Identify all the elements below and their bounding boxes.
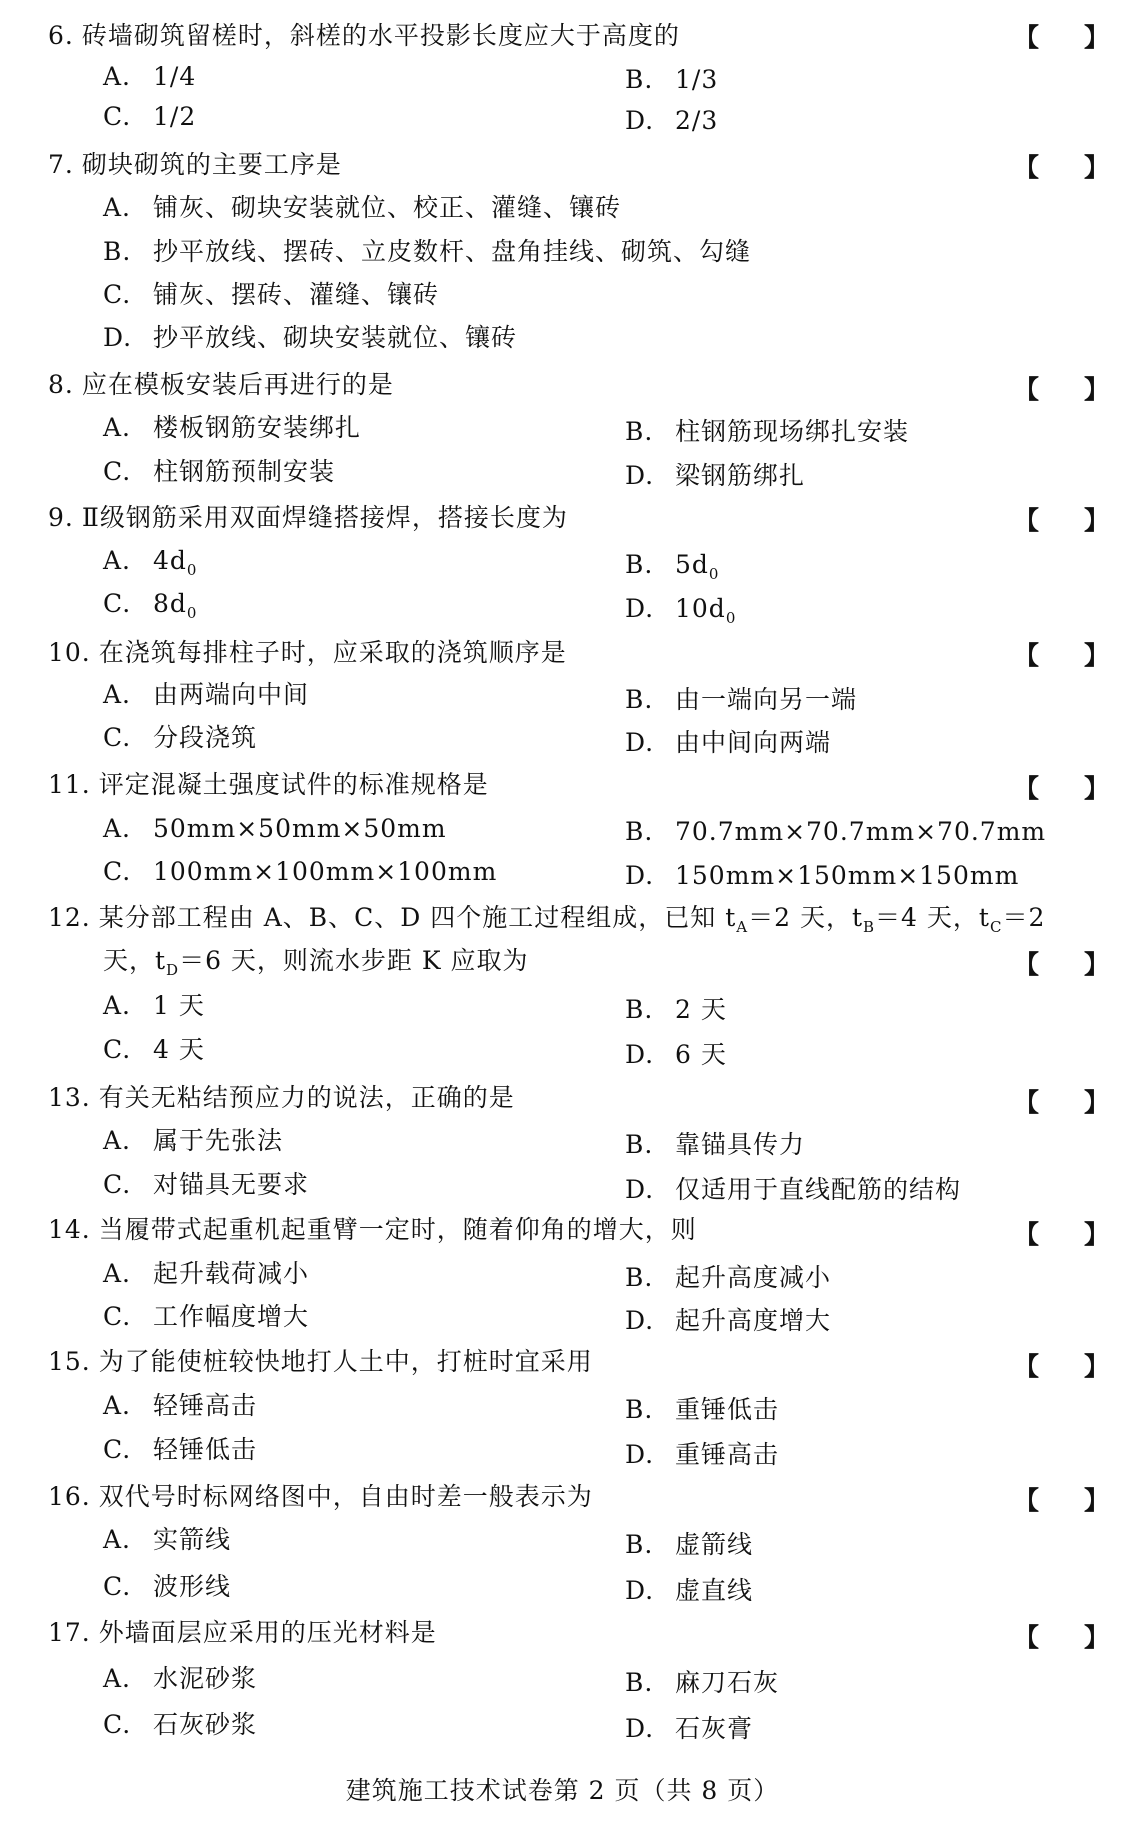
question-stem: 17. 外墙面层应采用的压光材料是 bbox=[48, 1618, 437, 1647]
option-b: B. 70.7mm×70.7mm×70.7mm bbox=[625, 817, 1047, 846]
option-b: B. 麻刀石灰 bbox=[625, 1668, 780, 1697]
option-d: D. 2/3 bbox=[625, 106, 719, 135]
question-stem: 12. 某分部工程由 A、B、C、D 四个施工过程组成，已知 $t_A=2$ 天，$t_B=4$ 天，$t_C=2$ bbox=[48, 903, 1046, 936]
option-c: C. 石灰砂浆 bbox=[103, 1710, 258, 1739]
option-a: A. 楼板钢筋安装绑扎 bbox=[103, 413, 362, 442]
exam-page: 6. 砖墙砌筑留槎时，斜槎的水平投影长度应大于高度的 【 】 A. 1/4 B. 1/3 C. 1/2 D. 2/3 7. 砌块砌筑的主要工序是 【 】 A. 铺灰、砌块安装就位、校正、灌缝、镶砖 B. 抄平放线、摆砖、立皮数杆、盘角挂线、砌筑、勾缝 C. 铺灰、摆砖、灌缝、镶砖 D. 抄平放线、砌块安装就位、镶砖 8. 应在模板安装后再进行的是 【 】 A. 楼板钢筋安装绑扎 B. 柱钢筋现场绑扎安装 C. 柱钢筋预制安装 D. 梁钢筋绑扎 9. Ⅱ级钢筋采用双面焊缝搭接焊，搭接长度为 【 】 A. $4d_0$ B. $5d_0$ C. $8d_0$ D. $10d_0$ 10. 在浇筑每排柱子时，应采取的浇筑顺序是 【 】 A. 由两端向中间 B. 由一端向另一端 C. 分段浇筑 D. 由中间向两端 11. 评定混凝土强度试件的标准规格是 【 】 A. 50mm×50mm×50mm B. 70.7mm×70.7mm×70.7mm C. 100mm×100mm×100mm D. 150mm×150mm×150mm 12. 某分部工程由 A、B、C、D 四个施工过程组成，已知 $t_A=2$ 天，$t_B=4$ 天，$t_C=2$ 天，$t_D=6$ 天，则流水步距 K 应取为 【 】 A. 1 天 B. 2 天 C. 4 天 D. 6 天 13. 有关无粘结预应力的说法，正确的是 【 】 A. 属于先张法 B. 靠锚具传力 C. 对锚具无要求 D. 仅适用于直线配筋的结构 14. 当履带式起重机起重臂一定时，随着仰角的增大，则 【 】 A. 起升载荷减小 B. 起升高度减小 C. 工作幅度增大 D. 起升高度增大 15. 为了能使桩较快地打人土中，打桩时宜采用 【 】 A. 轻锤高击 B. 重锤低击 C. 轻锤低击 D. 重锤高击 16. 双代号时标网络图中，自由时差一般表示为 【 】 A. 实箭线 B. 虚箭线 C. 波形线 D. 虚直线 17. 外墙面层应采用的压光材料是 【 】 A. 水泥砂浆 B. 麻刀石灰 C. 石灰砂浆 D. 石灰膏 建筑施工技术试卷第 2 页（共 8 页） bbox=[0, 0, 1125, 1843]
question-stem: 6. 砖墙砌筑留槎时，斜槎的水平投影长度应大于高度的 bbox=[48, 21, 680, 50]
option-b: B. 虚箭线 bbox=[625, 1530, 754, 1559]
option-d: D. 重锤高击 bbox=[625, 1440, 780, 1469]
question-stem-line2: 天，$t_D=6$ 天，则流水步距 K 应取为 bbox=[103, 946, 529, 979]
option-b: B. 重锤低击 bbox=[625, 1395, 780, 1424]
question-stem: 13. 有关无粘结预应力的说法，正确的是 bbox=[48, 1083, 515, 1112]
option-b: B. 由一端向另一端 bbox=[625, 685, 858, 714]
question-stem: 14. 当履带式起重机起重臂一定时，随着仰角的增大，则 bbox=[48, 1215, 697, 1244]
question-stem: 11. 评定混凝土强度试件的标准规格是 bbox=[48, 770, 489, 799]
option-c: C. 波形线 bbox=[103, 1572, 232, 1601]
option-c: C. 100mm×100mm×100mm bbox=[103, 857, 498, 886]
question-stem: 7. 砌块砌筑的主要工序是 bbox=[48, 150, 342, 179]
option-d: D. 由中间向两端 bbox=[625, 728, 832, 757]
option-a: A. 50mm×50mm×50mm bbox=[103, 814, 447, 843]
option-d: D. 石灰膏 bbox=[625, 1714, 754, 1743]
question-stem: 8. 应在模板安装后再进行的是 bbox=[48, 370, 394, 399]
option-b: B. 靠锚具传力 bbox=[625, 1130, 806, 1159]
question-stem: 10. 在浇筑每排柱子时，应采取的浇筑顺序是 bbox=[48, 638, 567, 667]
option-c: C. $8d_0$ bbox=[103, 589, 198, 622]
option-c: C. 对锚具无要求 bbox=[103, 1170, 310, 1199]
option-b: B. 起升高度减小 bbox=[625, 1263, 832, 1292]
option-b: B. $5d_0$ bbox=[625, 550, 720, 583]
option-c: C. 柱钢筋预制安装 bbox=[103, 457, 336, 486]
option-a: A. 1/4 bbox=[103, 62, 197, 91]
page-footer: 建筑施工技术试卷第 2 页（共 8 页） bbox=[345, 1776, 780, 1805]
option-d: D. 抄平放线、砌块安装就位、镶砖 bbox=[103, 323, 518, 352]
option-a: A. 1 天 bbox=[103, 991, 205, 1020]
option-a: A. 水泥砂浆 bbox=[103, 1664, 258, 1693]
option-b: B. 抄平放线、摆砖、立皮数杆、盘角挂线、砌筑、勾缝 bbox=[103, 237, 752, 266]
option-c: C. 工作幅度增大 bbox=[103, 1302, 310, 1331]
option-d: D. 梁钢筋绑扎 bbox=[625, 461, 806, 490]
option-a: A. 轻锤高击 bbox=[103, 1391, 258, 1420]
question-stem: 16. 双代号时标网络图中，自由时差一般表示为 bbox=[48, 1482, 593, 1511]
option-d: D. 虚直线 bbox=[625, 1576, 754, 1605]
option-b: B. 1/3 bbox=[625, 65, 719, 94]
option-a: A. 属于先张法 bbox=[103, 1126, 284, 1155]
option-c: C. 1/2 bbox=[103, 102, 197, 131]
option-a: A. 起升载荷减小 bbox=[103, 1259, 310, 1288]
option-c: C. 铺灰、摆砖、灌缝、镶砖 bbox=[103, 280, 440, 309]
option-a: A. $4d_0$ bbox=[103, 546, 198, 579]
option-c: C. 4 天 bbox=[103, 1035, 205, 1064]
option-d: D. 起升高度增大 bbox=[625, 1306, 832, 1335]
option-a: A. 由两端向中间 bbox=[103, 680, 310, 709]
option-d: D. 150mm×150mm×150mm bbox=[625, 861, 1020, 890]
option-d: D. $10d_0$ bbox=[625, 594, 737, 627]
option-d: D. 6 天 bbox=[625, 1040, 727, 1069]
question-stem: 9. Ⅱ级钢筋采用双面焊缝搭接焊，搭接长度为 bbox=[48, 503, 568, 532]
option-c: C. 分段浇筑 bbox=[103, 723, 258, 752]
option-c: C. 轻锤低击 bbox=[103, 1435, 258, 1464]
option-a: A. 铺灰、砌块安装就位、校正、灌缝、镶砖 bbox=[103, 193, 622, 222]
option-a: A. 实箭线 bbox=[103, 1525, 232, 1554]
option-d: D. 仅适用于直线配筋的结构 bbox=[625, 1175, 962, 1204]
option-b: B. 2 天 bbox=[625, 995, 727, 1024]
question-stem: 15. 为了能使桩较快地打人土中，打桩时宜采用 bbox=[48, 1347, 593, 1376]
option-b: B. 柱钢筋现场绑扎安装 bbox=[625, 417, 910, 446]
